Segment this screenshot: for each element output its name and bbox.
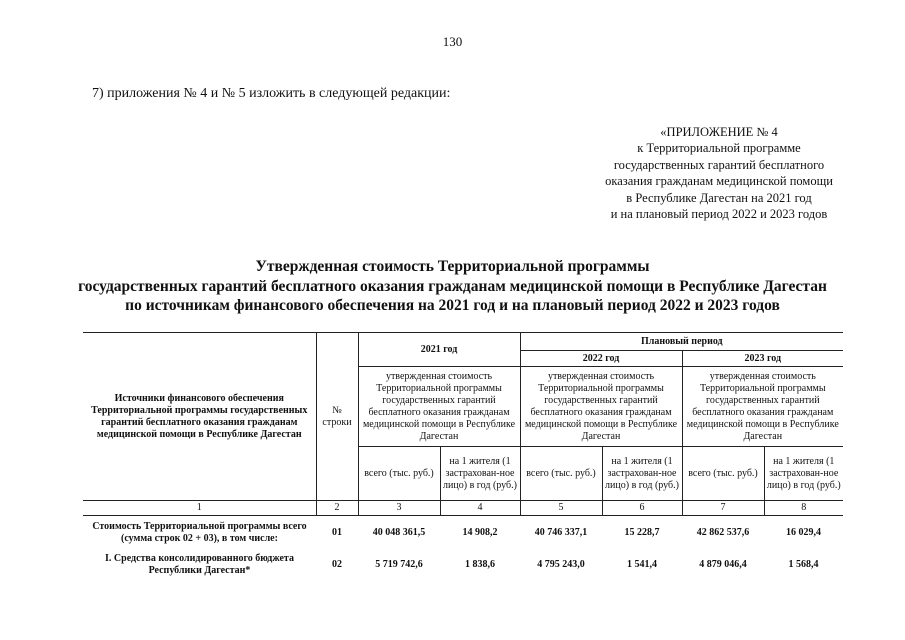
title-line: Утвержденная стоимость Территориальной программы	[255, 258, 650, 275]
appendix-line: к Территориальной программе	[637, 141, 801, 156]
header-approved-cost-2023: утвержденная стоимость Территориальной программы государственных гарантий бесплатного оказания гражданам медицинской помощи в Республике Дагестан	[682, 367, 843, 447]
header-approved-cost-2021: утвержденная стоимость Территориальной программы государственных гарантий бесплатного оказания гражданам медицинской помощи в Республике Дагестан	[358, 367, 520, 447]
appendix-line: и на плановый период 2022 и 2023 годов	[610, 207, 828, 222]
appendix-line: в Республике Дагестан на 2021 год	[626, 190, 812, 205]
appendix-heading	[589, 124, 849, 222]
cell-value: 15 228,7	[624, 526, 660, 538]
cell-value: 4 879 046,4	[699, 558, 747, 570]
page-number: 130	[442, 34, 463, 49]
document-title	[0, 257, 905, 316]
header-year-2022: 2022 год	[520, 351, 682, 367]
row-label: Стоимость Территориальной программы всего (сумма строк 02 + 03), в том числе:	[92, 520, 307, 544]
column-number: 8	[764, 501, 843, 516]
table-row	[83, 550, 843, 580]
header-total-2022: всего (тыс. руб.)	[520, 447, 602, 501]
column-number: 6	[602, 501, 682, 516]
cell-value: 5 719 742,6	[375, 558, 423, 570]
row-label: I. Средства консолидированного бюджета Республики Дагестан*	[105, 552, 294, 576]
header-row-no: № строки	[316, 333, 358, 501]
column-number: 2	[316, 501, 358, 516]
header-year-2021: 2021 год	[358, 333, 520, 367]
cell-value: 14 908,2	[462, 526, 498, 538]
cell-value: 16 029,4	[786, 526, 822, 538]
header-total-2021: всего (тыс. руб.)	[358, 447, 440, 501]
row-no: 02	[332, 558, 342, 570]
appendix-line: государственных гарантий бесплатного	[613, 157, 825, 172]
table-row	[83, 516, 843, 550]
column-number: 7	[682, 501, 764, 516]
header-per-capita-2022: на 1 жителя (1 застрахован-ное лицо) в год (руб.)	[602, 447, 682, 501]
header-per-capita-2023: на 1 жителя (1 застрахован-ное лицо) в год (руб.)	[764, 447, 843, 501]
cell-value: 42 862 537,6	[696, 526, 750, 538]
appendix-line: оказания гражданам медицинской помощи	[605, 174, 833, 189]
row-no: 01	[332, 526, 342, 538]
appendix-line: «ПРИЛОЖЕНИЕ № 4	[660, 125, 778, 139]
column-number: 5	[520, 501, 602, 516]
cell-value: 40 746 337,1	[534, 526, 588, 538]
finance-table	[83, 332, 843, 580]
header-total-2023: всего (тыс. руб.)	[682, 447, 764, 501]
cell-value: 1 541,4	[627, 558, 657, 570]
title-line: по источникам финансового обеспечения на 2021 год и на плановый период 2022 и 2023 годов	[125, 297, 780, 314]
cell-value: 1 568,4	[788, 558, 819, 570]
column-number: 3	[358, 501, 440, 516]
header-year-2023: 2023 год	[682, 351, 843, 367]
column-number: 1	[83, 501, 316, 516]
intro-text: 7) приложения № 4 и № 5 изложить в следующей редакции:	[92, 86, 451, 101]
column-number: 4	[440, 501, 520, 516]
title-line: государственных гарантий бесплатного оказания гражданам медицинской помощи в Республике Дагестан	[78, 277, 827, 295]
header-source: Источники финансового обеспечения Территориальной программы государственных гарантий бесплатного оказания гражданам медицинской помощи в Республике Дагестан	[83, 333, 316, 501]
cell-value: 1 838,6	[465, 558, 495, 570]
cell-value: 40 048 361,5	[372, 526, 426, 538]
header-planned-period: Плановый период	[520, 333, 843, 351]
cell-value: 4 795 243,0	[537, 558, 585, 570]
header-approved-cost-2022: утвержденная стоимость Территориальной программы государственных гарантий бесплатного оказания гражданам медицинской помощи в Республике Дагестан	[520, 367, 682, 447]
header-per-capita-2021: на 1 жителя (1 застрахован-ное лицо) в год (руб.)	[440, 447, 520, 501]
